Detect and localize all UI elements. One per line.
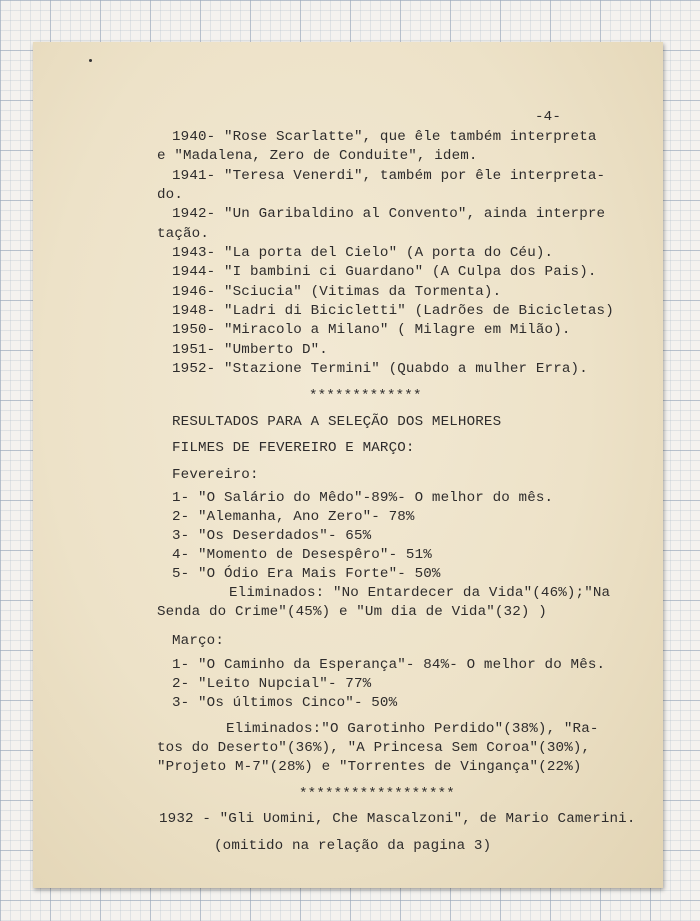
filmography-line: 1943- "La porta del Cielo" (A porta do Céu). xyxy=(172,245,554,261)
march-eliminated: tos do Deserto"(36%), "A Princesa Sem Coroa"(30%), xyxy=(157,740,591,756)
march-label: Março: xyxy=(172,633,224,649)
february-item: 4- "Momento de Desespêro"- 51% xyxy=(172,547,432,563)
february-label: Fevereiro: xyxy=(172,467,259,483)
filmography-line: e "Madalena, Zero de Conduite", idem. xyxy=(157,148,478,164)
filmography-line: 1948- "Ladri di Bicicletti" (Ladrões de Bicicletas) xyxy=(172,303,614,319)
results-heading: FILMES DE FEVEREIRO E MARÇO: xyxy=(172,440,415,456)
filmography-line: 1944- "I bambini ci Guardano" (A Culpa dos Pais). xyxy=(172,264,597,280)
filmography-line: 1942- "Un Garibaldino al Convento", ainda interpre xyxy=(172,206,606,222)
february-item: 2- "Alemanha, Ano Zero"- 78% xyxy=(172,509,415,525)
omission-note: (omitido na relação da pagina 3) xyxy=(214,838,492,854)
separator: ****************** xyxy=(299,786,455,802)
omission-note: 1932 - "Gli Uomini, Che Mascalzoni", de Mario Camerini. xyxy=(159,811,636,827)
march-item: 1- "O Caminho da Esperança"- 84%- O melhor do Mês. xyxy=(172,657,606,673)
march-item: 2- "Leito Nupcial"- 77% xyxy=(172,676,372,692)
march-eliminated: Eliminados:"O Garotinho Perdido"(38%), "Ra- xyxy=(226,721,599,737)
filmography-line: tação. xyxy=(157,226,209,242)
ink-speck xyxy=(89,59,92,62)
filmography-line: 1952- "Stazione Termini" (Quabdo a mulher Erra). xyxy=(172,361,588,377)
february-item: 5- "O Ódio Era Mais Forte"- 50% xyxy=(172,566,441,582)
february-eliminated: Eliminados: "No Entardecer da Vida"(46%);"Na xyxy=(229,585,611,601)
filmography-line: 1946- "Sciucia" (Vitimas da Tormenta). xyxy=(172,284,502,300)
february-eliminated: Senda do Crime"(45%) e "Um dia de Vida"(32) ) xyxy=(157,604,547,620)
march-item: 3- "Os últimos Cinco"- 50% xyxy=(172,695,398,711)
filmography-line: 1950- "Miracolo a Milano" ( Milagre em Milão). xyxy=(172,322,571,338)
results-heading: RESULTADOS PARA A SELEÇÃO DOS MELHORES xyxy=(172,414,502,430)
filmography-line: 1940- "Rose Scarlatte", que êle também interpreta xyxy=(172,129,597,145)
separator: ************* xyxy=(309,388,422,404)
page-number: -4- xyxy=(535,109,561,125)
march-eliminated: "Projeto M-7"(28%) e "Torrentes de Vingança"(22%) xyxy=(157,759,582,775)
typed-page xyxy=(33,42,663,888)
february-item: 3- "Os Deserdados"- 65% xyxy=(172,528,372,544)
february-item: 1- "O Salário do Mêdo"-89%- O melhor do mês. xyxy=(172,490,554,506)
filmography-line: 1941- "Teresa Venerdi", também por êle interpreta- xyxy=(172,168,606,184)
filmography-line: 1951- "Umberto D". xyxy=(172,342,328,358)
filmography-line: do. xyxy=(157,187,183,203)
